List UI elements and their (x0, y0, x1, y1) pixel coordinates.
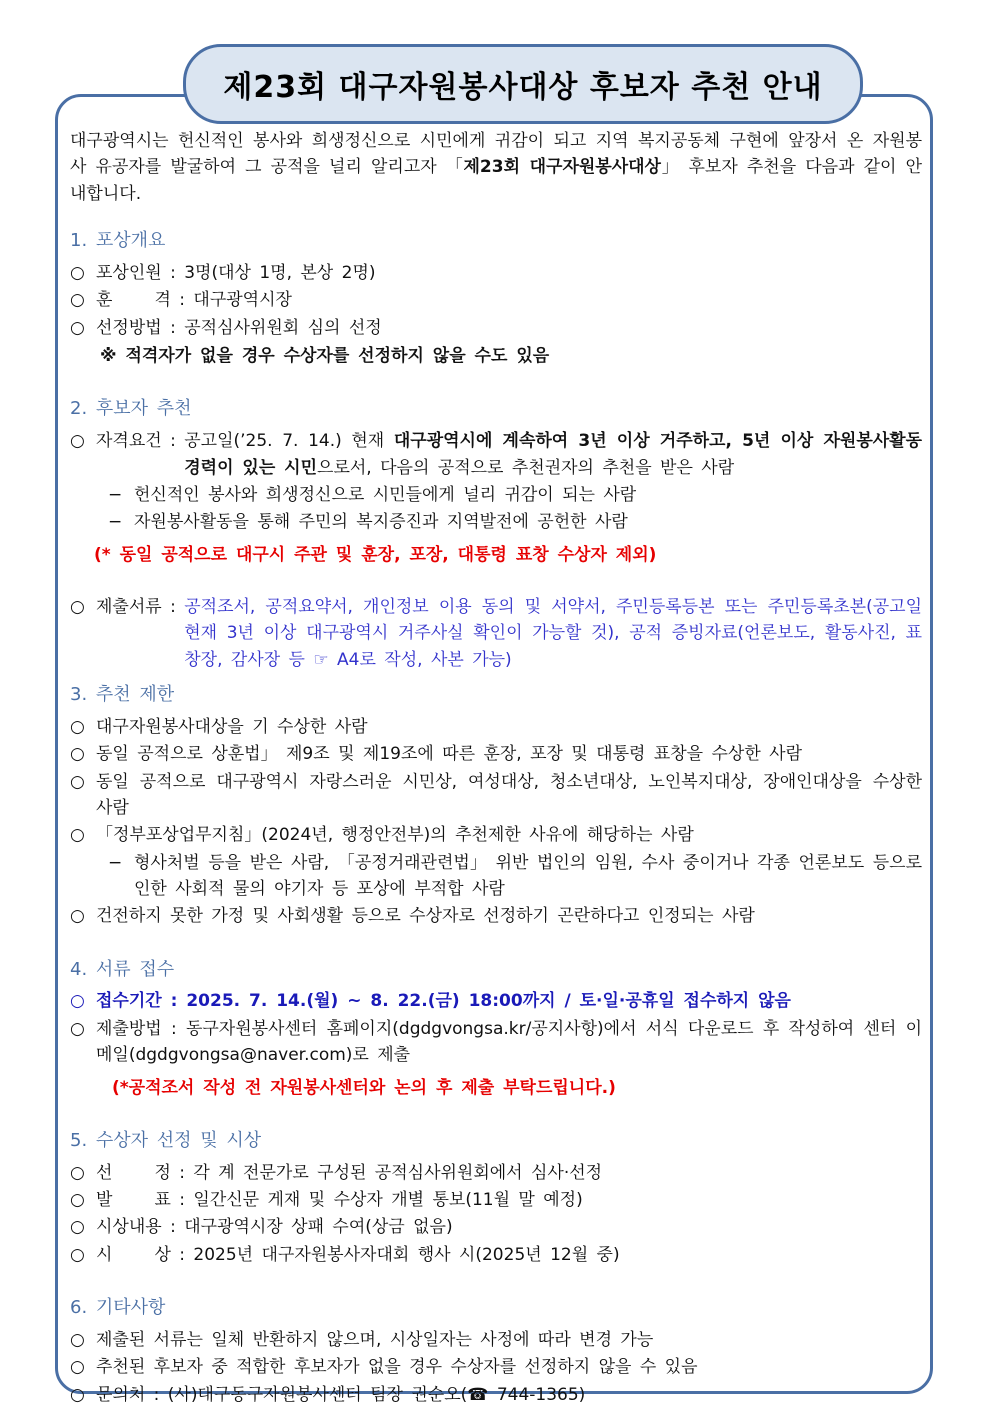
item-text: 동일 공적으로 상훈법」 제9조 및 제19조에 따른 훈장, 포장 및 대통령 표창을 수상한 사람 (96, 744, 803, 765)
circle-bullet: ○ (70, 906, 85, 927)
intro-award-name: 제23회 대구자원봉사대상 (463, 157, 661, 178)
list-item (70, 769, 922, 822)
circle-bullet: ○ (70, 1384, 85, 1403)
sub-list-item (108, 850, 922, 903)
item-label: 자격요건 : (96, 431, 185, 452)
list-item-submission-method (70, 1016, 922, 1069)
item-text: 시상내용 : 대구광역시장 상패 수여(상금 없음) (96, 1217, 453, 1238)
section-heading-awards-overview: 1. 포상개요 (70, 230, 166, 252)
item-text: 시 상 : 2025년 대구자원봉사자대회 행사 시(2025년 12월 중) (96, 1244, 620, 1265)
document-title: 제23회 대구자원봉사대상 후보자 추천 안내 (223, 70, 823, 105)
list-item (70, 260, 922, 286)
documents-list-text: 공적조서, 공적요약서, 개인정보 이용 동의 및 서약서, 주민등록등본 또는 주민등록초본(공고일 현재 3년 이상 대구광역시 거주사실 확인이 가능할 것), 공적 증빙자료(언론보도, 활동사진, 표창장, 감사장 등 ☞ A4로 작성, 사본 가능) (184, 596, 922, 670)
intro-paragraph (70, 128, 922, 207)
circle-bullet: ○ (70, 1190, 85, 1211)
circle-bullet: ○ (70, 317, 85, 338)
list-item (70, 1160, 922, 1186)
submission-period-text: 2025. 7. 14.(월) ~ 8. 22.(금) 18:00까지 / 토·일·공휴일 접수하지 않음 (186, 991, 791, 1012)
circle-bullet: ○ (70, 290, 85, 311)
qualification-bold-text: 대구광역시에 계속하여 3년 이상 거주하고, 5년 이상 자원봉사활동 경력이 있는 시민 (184, 431, 923, 478)
section-heading-candidate-recommendation: 2. 후보자 추천 (70, 398, 192, 420)
list-item (70, 1214, 922, 1240)
item-label: 제출서류 : (96, 596, 185, 617)
sub-list-item (108, 482, 922, 508)
item-text: 「정부포상업무지침」(2024년, 행정안전부)의 추천제한 사유에 해당하는 사람 (96, 825, 694, 846)
list-item (70, 822, 922, 848)
circle-bullet: ○ (70, 431, 85, 452)
item-text: 발 표 : 일간신문 게재 및 수상자 개별 통보(11월 말 예정) (96, 1190, 583, 1211)
item-text: 훈 격 : 대구광역시장 (96, 290, 292, 311)
item-text: 선 정 : 각 계 전문가로 구성된 공적심사위원회에서 심사·선정 (96, 1162, 603, 1183)
circle-bullet: ○ (70, 716, 85, 737)
circle-bullet: ○ (70, 744, 85, 765)
circle-bullet: ○ (70, 1162, 85, 1183)
list-item (70, 714, 922, 740)
dash-bullet: − (108, 852, 123, 873)
section-heading-winner-selection: 5. 수상자 선정 및 시상 (70, 1129, 262, 1151)
qualification-text-after: 으로서, 다음의 공적으로 추천권자의 추천을 받은 사람 (317, 457, 735, 478)
item-text: 자원봉사활동을 통해 주민의 복지증진과 지역발전에 공헌한 사람 (134, 512, 628, 533)
circle-bullet: ○ (70, 1244, 85, 1265)
dash-bullet: − (108, 512, 123, 533)
list-item (70, 1242, 922, 1268)
qualification-text: 공고일(’25. 7. 14.) 현재 (184, 431, 394, 452)
list-item (70, 741, 922, 767)
circle-bullet: ○ (70, 262, 85, 283)
item-text: 제출된 서류는 일체 반환하지 않으며, 시상일자는 사정에 따라 변경 가능 (96, 1330, 654, 1350)
item-text: 선정방법 : 공적심사위원회 심의 선정 (96, 317, 382, 338)
list-item (70, 287, 922, 313)
circle-bullet: ○ (70, 991, 85, 1012)
circle-bullet: ○ (70, 1357, 85, 1378)
exclusion-warning-red: (* 동일 공적으로 대구시 주관 및 훈장, 포장, 대통령 표창 수상자 제외) (94, 544, 657, 565)
intro-text-after: 」 후보자 추천을 다음과 같이 안내합니다. (70, 157, 922, 204)
item-text: 추천된 후보자 중 적합한 후보자가 없을 경우 수상자를 선정하지 않을 수 있음 (96, 1357, 698, 1378)
list-item (70, 903, 922, 929)
item-text: 동일 공적으로 대구광역시 자랑스러운 시민상, 여성대상, 청소년대상, 노인복지대상, 장애인대상을 수상한 사람 (96, 771, 922, 818)
circle-bullet: ○ (70, 1330, 85, 1350)
circle-bullet: ○ (70, 825, 85, 846)
dash-bullet: − (108, 484, 123, 505)
document-content (70, 128, 922, 1403)
submission-warning-red: (*공적조서 작성 전 자원봉사센터와 논의 후 제출 부탁드립니다.) (112, 1077, 616, 1098)
section-heading-other-matters: 6. 기타사항 (70, 1297, 166, 1319)
submission-method-text: 제출방법 : 동구자원봉사센터 홈페이지(dgdgvongsa.kr/공지사항)에서 서식 다운로드 후 작성하여 센터 이메일(dgdgvongsa@naver.com)로 제출 (96, 1018, 922, 1066)
item-label: 접수기간 : (96, 991, 187, 1012)
item-text: 헌신적인 봉사와 희생정신으로 시민들에게 널리 귀감이 되는 사람 (134, 484, 637, 505)
list-item (70, 1327, 922, 1353)
list-item-qualification (70, 428, 922, 481)
section-heading-recommendation-limits: 3. 추천 제한 (70, 683, 175, 705)
circle-bullet: ○ (70, 596, 85, 617)
intro-text-before: 대구광역시는 헌신적인 봉사와 희생정신으로 시민에게 귀감이 되고 지역 복지공동체 구현에 앞장서 온 자원봉사 유공자를 발굴하여 그 공적을 널리 알리고자 「 (70, 131, 922, 178)
item-text: 대구자원봉사대상을 기 수상한 사람 (96, 716, 368, 737)
title-banner (183, 44, 863, 124)
contact-info-text: 문의처 : (사)대구동구자원봉사센터 팀장 권순오(☎ 744-1365) (96, 1384, 586, 1403)
item-text: 형사처벌 등을 받은 사람, 「공정거래관련법」 위반 법인의 임원, 수사 중이거나 각종 언론보도 등으로 인한 사회적 물의 야기자 등 포상에 부적합 사람 (134, 852, 922, 899)
exclusion-note: ※ 적격자가 없을 경우 수상자를 선정하지 않을 수도 있음 (100, 345, 550, 366)
item-text (184, 428, 922, 481)
list-item-submission-period (70, 988, 922, 1014)
item-text: 포상인원 : 3명(대상 1명, 본상 2명) (96, 262, 376, 283)
sub-list-item (108, 509, 922, 535)
circle-bullet: ○ (70, 1018, 85, 1039)
item-text: 건전하지 못한 가정 및 사회생활 등으로 수상자로 선정하기 곤란하다고 인정되는 사람 (96, 906, 755, 927)
list-item (70, 1354, 922, 1380)
section-heading-document-submission: 4. 서류 접수 (70, 958, 175, 980)
list-item-contact (70, 1382, 922, 1403)
list-item (70, 315, 922, 341)
circle-bullet: ○ (70, 771, 85, 792)
list-item (70, 1187, 922, 1213)
circle-bullet: ○ (70, 1217, 85, 1238)
list-item-documents (70, 594, 922, 673)
